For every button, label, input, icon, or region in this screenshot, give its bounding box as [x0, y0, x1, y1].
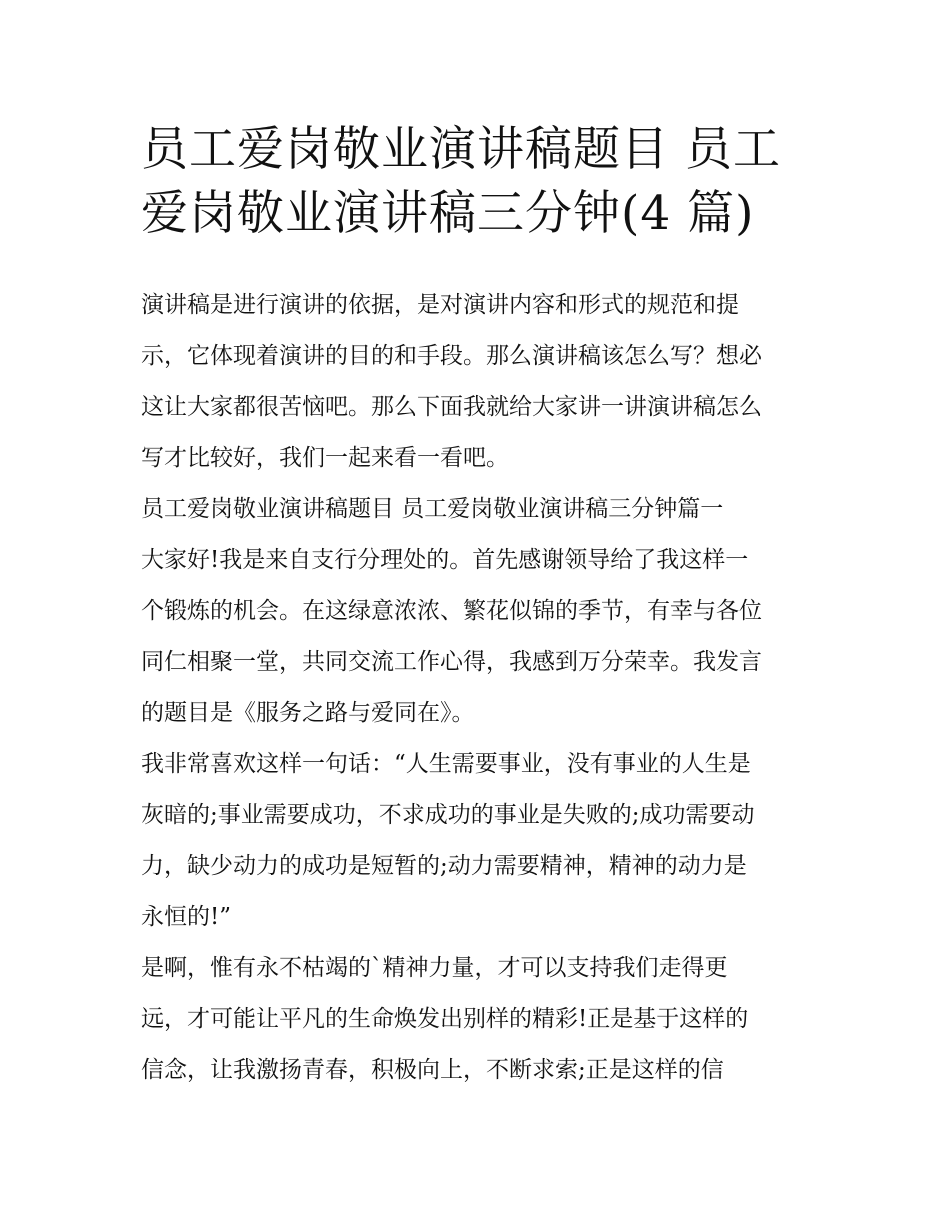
body-line: 是啊，惟有永不枯竭的`精神力量，才可以支持我们走得更 — [141, 955, 728, 981]
document-body — [141, 280, 821, 1096]
body-line: 永恒的!” — [141, 904, 232, 930]
body-line: 个锻炼的机会。在这绿意浓浓、繁花似锦的季节，有幸与各位 — [141, 598, 762, 624]
body-line: 的题目是《服务之路与爱同在》。 — [141, 700, 475, 726]
title-line-2: 爱岗敬业演讲稿三分钟(4 篇) — [141, 186, 755, 241]
body-line: 同仁相聚一堂，共同交流工作心得，我感到万分荣幸。我发言 — [141, 649, 762, 675]
body-line: 大家好!我是来自支行分理处的。首先感谢领导给了我这样一 — [141, 547, 749, 573]
body-line: 演讲稿是进行演讲的依据，是对演讲内容和形式的规范和提 — [141, 292, 739, 318]
title-line-1: 员工爱岗敬业演讲稿题目 员工 — [141, 122, 781, 177]
section-heading: 员工爱岗敬业演讲稿题目 员工爱岗敬业演讲稿三分钟篇一 — [141, 496, 724, 522]
body-line: 写才比较好，我们一起来看一看吧。 — [141, 445, 509, 471]
document-title — [141, 118, 821, 246]
body-line: 力，缺少动力的成功是短暂的;动力需要精神，精神的动力是 — [141, 853, 747, 879]
body-line: 灰暗的;事业需要成功，不求成功的事业是失败的;成功需要动 — [141, 802, 755, 828]
body-line: 这让大家都很苦恼吧。那么下面我就给大家讲一讲演讲稿怎么 — [141, 394, 762, 420]
body-line: 远，才可能让平凡的生命焕发出别样的精彩!正是基于这样的 — [141, 1006, 749, 1032]
body-line: 信念，让我激扬青春，积极向上，不断求索;正是这样的信 — [141, 1057, 724, 1083]
body-line: 示，它体现着演讲的目的和手段。那么演讲稿该怎么写？想必 — [141, 343, 762, 369]
body-line: 我非常喜欢这样一句话：“人生需要事业，没有事业的人生是 — [141, 751, 751, 777]
